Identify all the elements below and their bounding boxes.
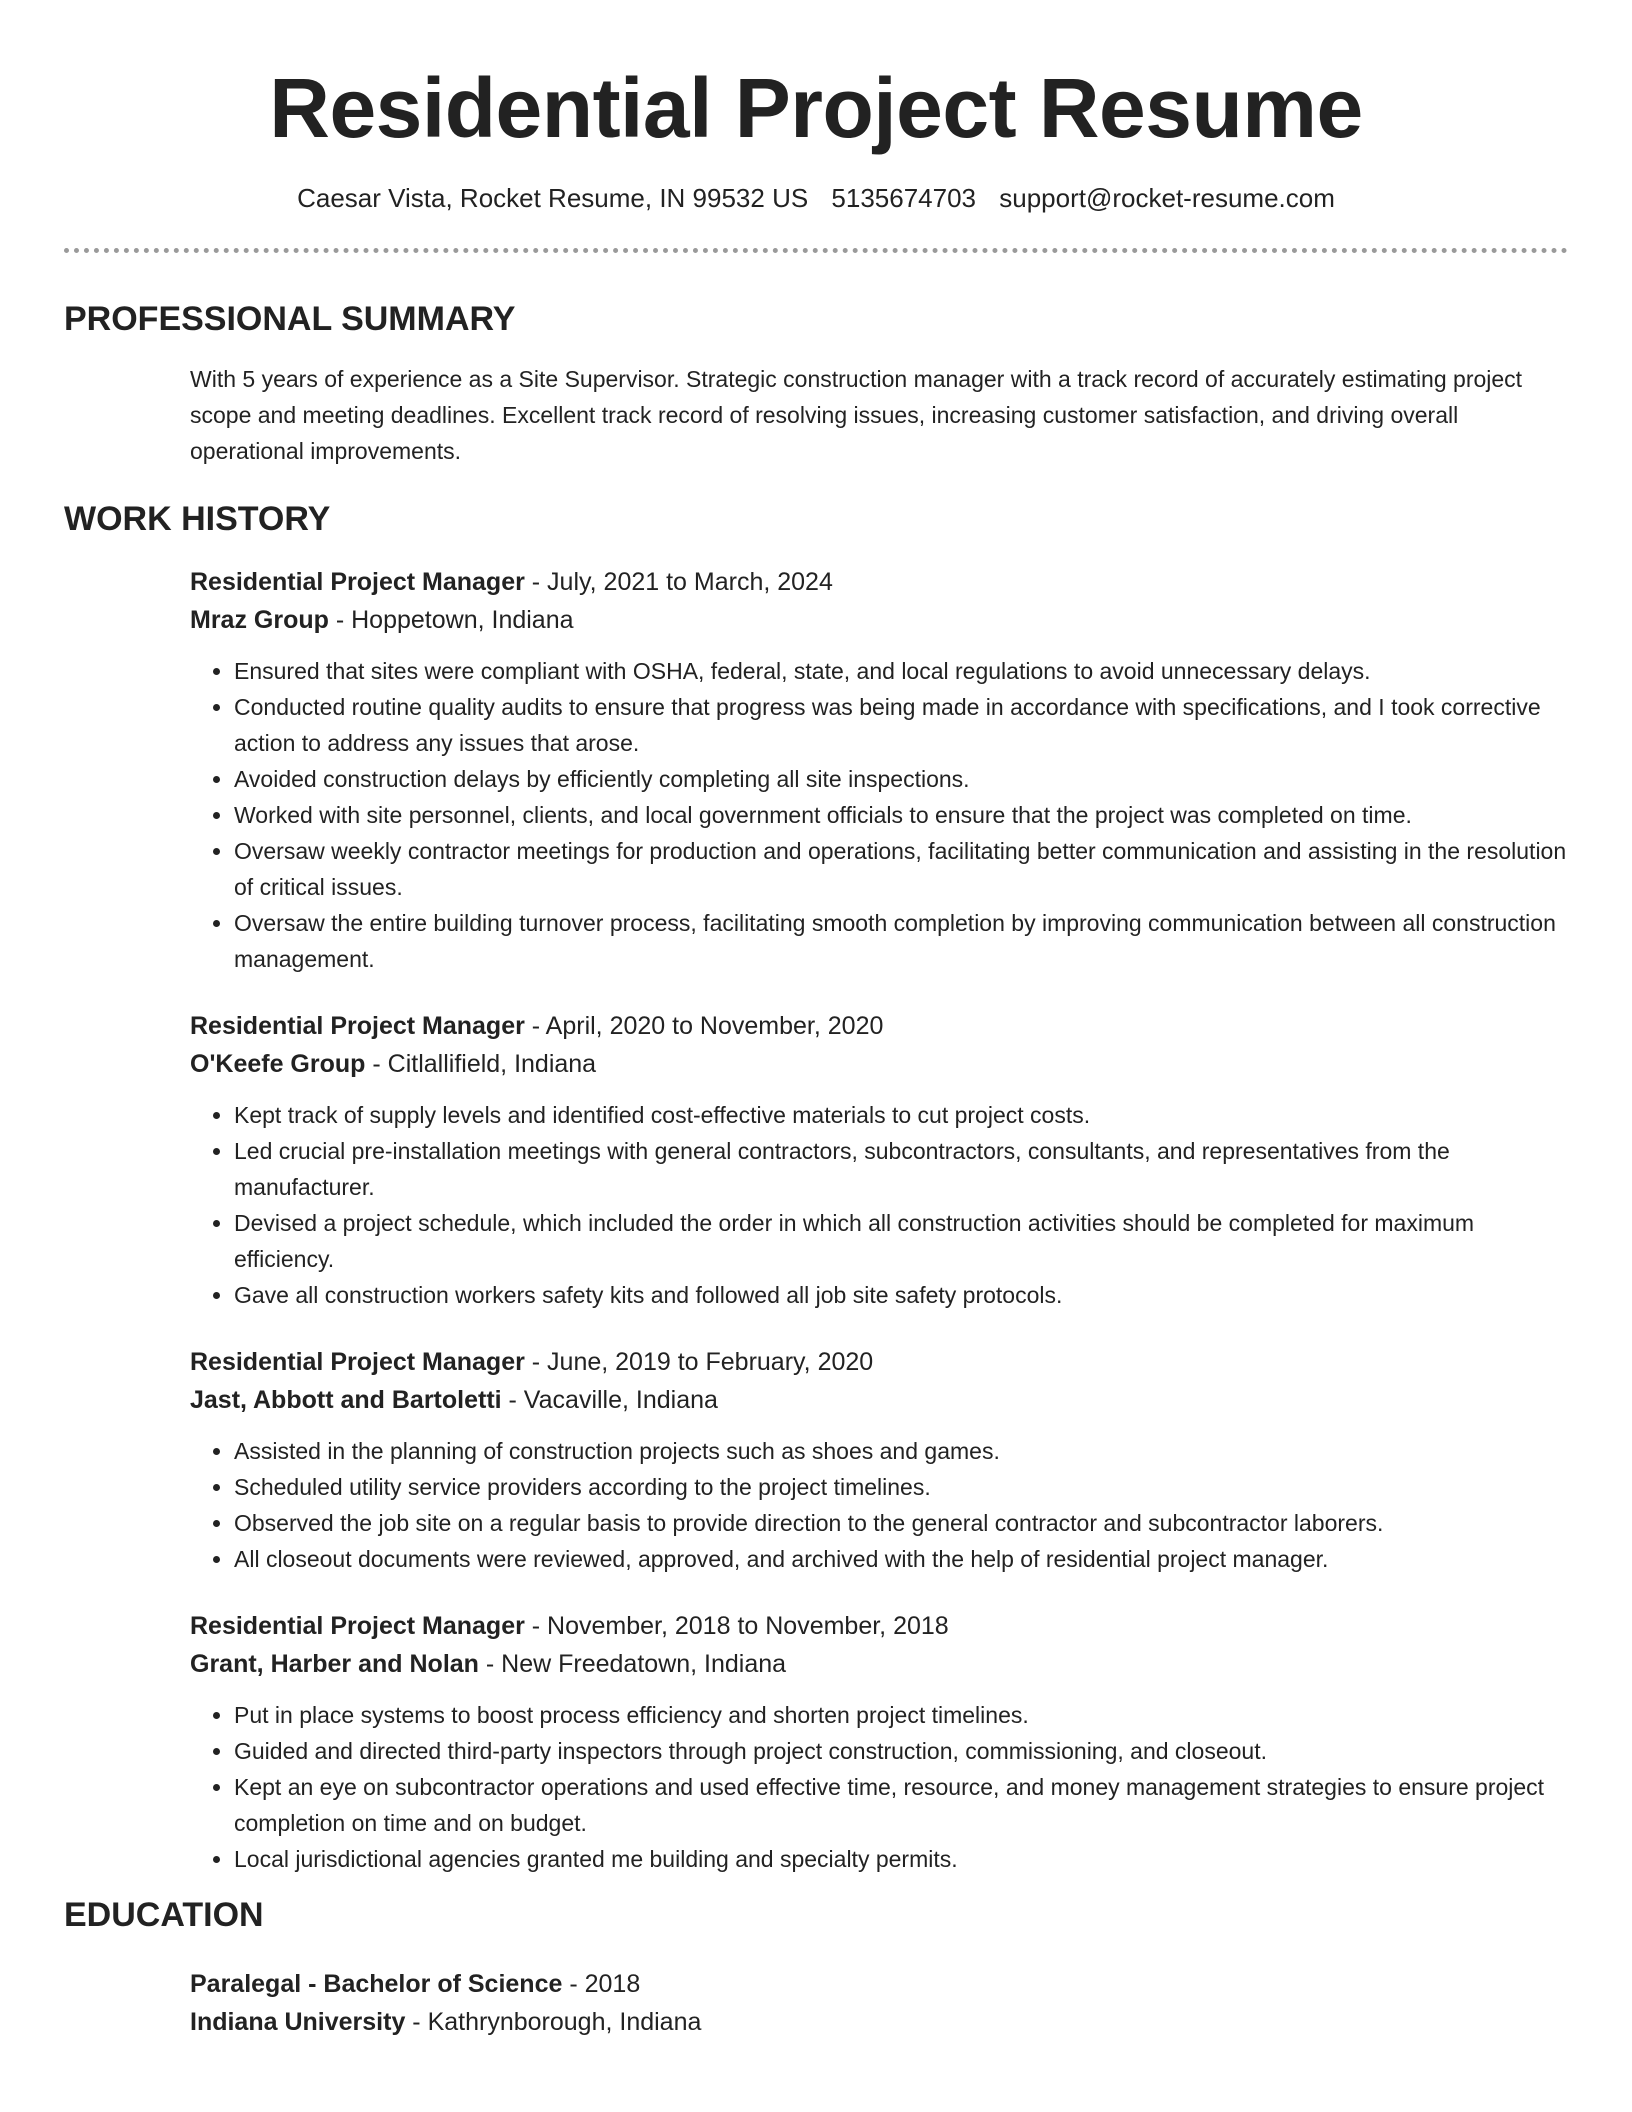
job-role: Residential Project Manager: [190, 1348, 525, 1376]
education-degree: Paralegal - Bachelor of Science: [190, 1970, 563, 1998]
education-degree-line: [190, 1965, 1568, 2003]
job-company: Jast, Abbott and Bartoletti: [190, 1386, 502, 1414]
job-role: Residential Project Manager: [190, 568, 525, 596]
job-dates: - April, 2020 to November, 2020: [524, 1012, 884, 1040]
education-heading: EDUCATION: [64, 1896, 264, 1934]
job-company-line: [190, 601, 1568, 639]
list-item: • Devised a project schedule, which included the order in which all construction activities should be completed for maximum efficiency.: [234, 1205, 1568, 1277]
job-bullets: [190, 1097, 1568, 1313]
education-year: - 2018: [562, 1970, 641, 1998]
list-item: • Kept track of supply levels and identified cost-effective materials to cut project costs.: [234, 1097, 1568, 1133]
work-history-heading: WORK HISTORY: [64, 500, 331, 538]
job-title-line: [190, 563, 1568, 601]
job-location: - Citlallifield, Indiana: [365, 1050, 597, 1078]
list-item: • Scheduled utility service providers according to the project timelines.: [234, 1469, 1568, 1505]
job-role: Residential Project Manager: [190, 1612, 525, 1640]
contact-email: support@rocket-resume.com: [999, 183, 1335, 213]
job-title-line: [190, 1343, 1568, 1381]
list-item: • Observed the job site on a regular basis to provide direction to the general contractor and subcontractor laborers.: [234, 1505, 1568, 1541]
list-item: • Worked with site personnel, clients, and local government officials to ensure that the project was completed on time.: [234, 797, 1568, 833]
job-company-line: [190, 1045, 1568, 1083]
job-bullets: [190, 1433, 1568, 1577]
education-school: Indiana University: [190, 2008, 406, 2036]
resume-title: Residential Project Resume: [269, 61, 1363, 155]
job-company: O'Keefe Group: [190, 1050, 366, 1078]
summary-heading: PROFESSIONAL SUMMARY: [64, 300, 516, 338]
list-item: • Ensured that sites were compliant with OSHA, federal, state, and local regulations to avoid unnecessary delays.: [234, 653, 1568, 689]
list-item: • Assisted in the planning of construction projects such as shoes and games.: [234, 1433, 1568, 1469]
job-location: - Hoppetown, Indiana: [328, 606, 574, 634]
job-title-line: [190, 1607, 1568, 1645]
job-company-line: [190, 1381, 1568, 1419]
education-location: - Kathrynborough, Indiana: [405, 2008, 702, 2036]
list-item: • Local jurisdictional agencies granted me building and specialty permits.: [234, 1841, 1568, 1877]
job-entry-1: [190, 563, 1568, 977]
job-entry-3: [190, 1343, 1568, 1577]
education-school-line: [190, 2003, 1568, 2041]
contact-address: Caesar Vista, Rocket Resume, IN 99532 US: [297, 183, 809, 213]
job-company-line: [190, 1645, 1568, 1683]
job-dates: - June, 2019 to February, 2020: [524, 1348, 874, 1376]
list-item: • Oversaw the entire building turnover process, facilitating smooth completion by improving communication between all construction management.: [234, 905, 1568, 977]
summary-text: With 5 years of experience as a Site Supervisor. Strategic construction manager with a track record of accurately estimating project scope and meeting deadlines. Excellent track record of resolving issues, increasing customer satisfaction, and driving overall operational improvements.: [190, 366, 1523, 464]
list-item: • Oversaw weekly contractor meetings for production and operations, facilitating better communication and assisting in the resolution of critical issues.: [234, 833, 1568, 905]
list-item: • Kept an eye on subcontractor operations and used effective time, resource, and money management strategies to ensure project completion on time and on budget.: [234, 1769, 1568, 1841]
list-item: • Guided and directed third-party inspectors through project construction, commissioning, and closeout.: [234, 1733, 1568, 1769]
job-company: Grant, Harber and Nolan: [190, 1650, 479, 1678]
job-location: - Vacaville, Indiana: [501, 1386, 718, 1414]
list-item: • Led crucial pre-installation meetings with general contractors, subcontractors, consultants, and representatives from the manufacturer.: [234, 1133, 1568, 1205]
header-divider: [64, 248, 1568, 253]
contact-phone: 5135674703: [831, 183, 977, 213]
job-title-line: [190, 1007, 1568, 1045]
list-item: • Put in place systems to boost process efficiency and shorten project timelines.: [234, 1697, 1568, 1733]
job-bullets: [190, 1697, 1568, 1877]
job-role: Residential Project Manager: [190, 1012, 525, 1040]
job-entry-4: [190, 1607, 1568, 1877]
job-dates: - July, 2021 to March, 2024: [524, 568, 833, 596]
job-company: Mraz Group: [190, 606, 329, 634]
job-bullets: [190, 653, 1568, 977]
job-location: - New Freedatown, Indiana: [478, 1650, 787, 1678]
list-item: • Conducted routine quality audits to ensure that progress was being made in accordance with specifications, and I took corrective action to address any issues that arose.: [234, 689, 1568, 761]
contact-line: [64, 182, 1568, 214]
list-item: • Avoided construction delays by efficiently completing all site inspections.: [234, 761, 1568, 797]
list-item: • All closeout documents were reviewed, approved, and archived with the help of residential project manager.: [234, 1541, 1568, 1577]
education-entry: [190, 1965, 1568, 2041]
job-entry-2: [190, 1007, 1568, 1313]
list-item: • Gave all construction workers safety kits and followed all job site safety protocols.: [234, 1277, 1568, 1313]
job-dates: - November, 2018 to November, 2018: [524, 1612, 949, 1640]
